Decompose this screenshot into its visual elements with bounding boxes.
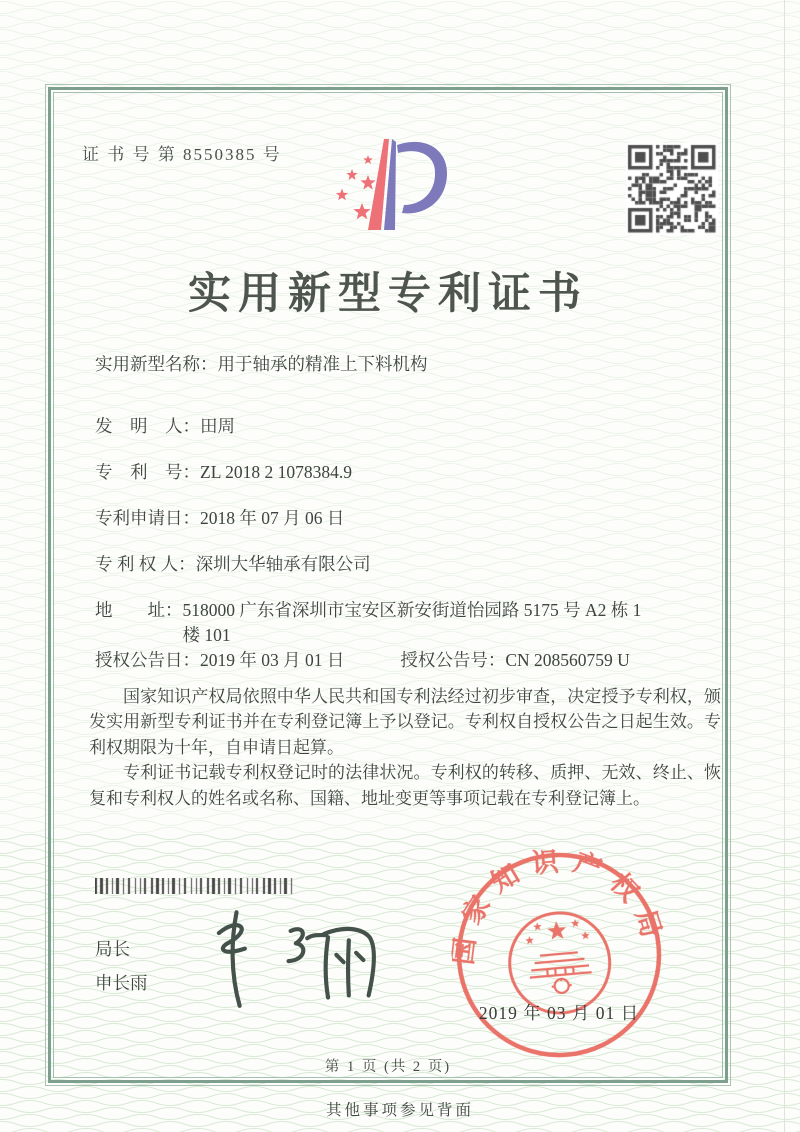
field-patentee: [95, 552, 371, 577]
field-label: 专利申请日：: [95, 508, 200, 528]
field-value: 用于轴承的精准上下料机构: [217, 354, 428, 374]
field-value: CN 208560759 U: [505, 650, 630, 670]
paper-edge-line: [784, 0, 785, 1132]
certificate-title: 实用新型专利证书: [188, 271, 588, 318]
seal-date: 2019 年 03 月 01 日: [478, 1003, 640, 1023]
field-label: 专 利 权 人：: [95, 554, 196, 574]
handwritten-signature: [196, 906, 406, 1010]
field-value: 2019 年 03 月 01 日: [200, 650, 345, 670]
field-address: [95, 598, 645, 648]
field-label: 发 明 人：: [95, 416, 200, 436]
legal-statement: [89, 684, 721, 811]
field-label: 地 址：: [95, 600, 183, 620]
field-value: 2018 年 07 月 06 日: [200, 508, 345, 528]
field-label: 授权公告日：: [95, 650, 200, 670]
field-value: 深圳大华轴承有限公司: [195, 554, 371, 574]
field-label: 专 利 号：: [95, 462, 200, 482]
field-patent-number: [95, 460, 352, 485]
qr-code-image: [626, 143, 718, 235]
field-grant-announcement: [95, 648, 630, 673]
commissioner-title: 局长: [95, 939, 130, 959]
page-number-footer: 第 1 页 (共 2 页): [324, 1059, 452, 1075]
certificate-number: 证 书 号 第 8550385 号: [82, 145, 282, 164]
field-label: 授权公告号：: [400, 650, 506, 670]
official-red-seal: [443, 839, 675, 1071]
seal-ring-text: 国家知识产权局: [447, 845, 671, 967]
field-value: 518000 广东省深圳市宝安区新安街道怡园路 5175 号 A2 栋 1楼 101: [182, 600, 642, 645]
grant-date-pair: [95, 648, 344, 673]
field-utility-model-name: [95, 352, 428, 377]
legal-paragraph-2: 专利证书记载专利权登记时的法律状况。专利权的转移、质押、无效、终止、恢复和专利权人的姓名或名称、国籍、地址变更等事项记载在专利登记簿上。: [89, 763, 721, 808]
svg-text:国家知识产权局: [443, 839, 671, 969]
field-value: ZL 2018 2 1078384.9: [200, 462, 352, 482]
back-side-note: 其他事项参见背面: [325, 1102, 474, 1119]
grant-number-pair: [400, 648, 629, 673]
commissioner-name: 申长雨: [95, 973, 148, 993]
field-inventor: [95, 414, 235, 439]
field-application-date: [95, 506, 344, 531]
legal-paragraph-1: 国家知识产权局依照中华人民共和国专利法经过初步审查，决定授予专利权，颁发实用新型专利证书并在专利登记簿上予以登记。专利权自授权公告之日起生效。专利权期限为十年，自申请日起算。: [89, 687, 721, 757]
cnipa-patent-logo-icon: [323, 126, 503, 246]
barcode-image: [95, 878, 295, 894]
field-label: 实用新型名称：: [95, 354, 218, 374]
field-value: 田周: [200, 416, 235, 436]
